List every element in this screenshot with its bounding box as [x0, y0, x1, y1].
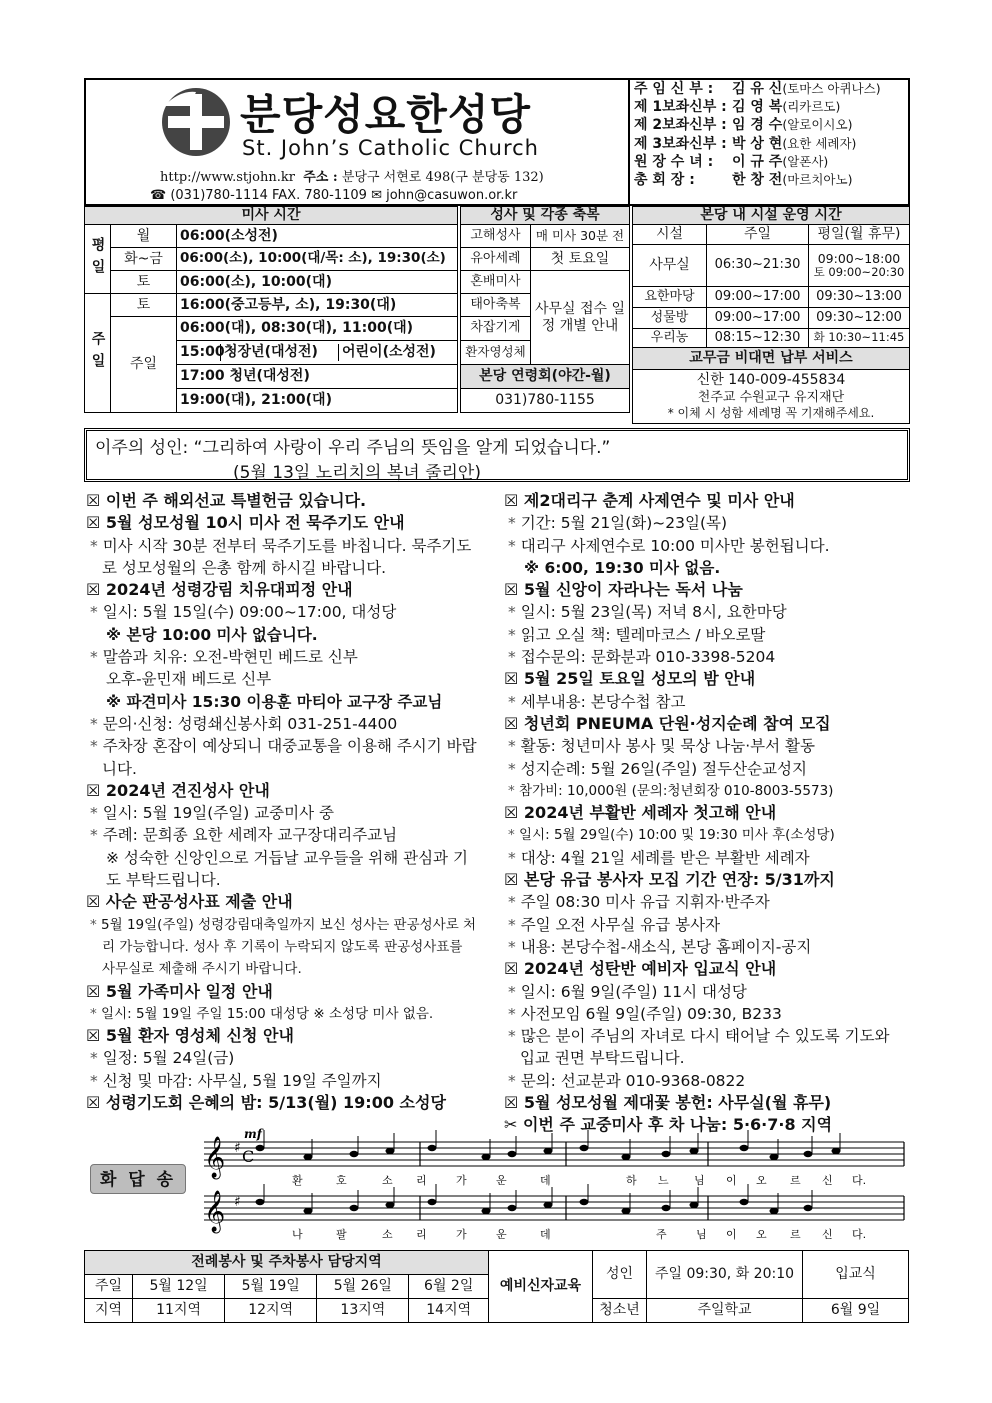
music-note — [482, 1154, 491, 1160]
facility-header: 시설 — [633, 225, 707, 245]
lyric-syllable: 가 — [456, 1174, 467, 1187]
notice-heading: ☒ 청년회 PNEUMA 단원·성지순례 참여 모집 — [504, 713, 908, 735]
lyric-syllable: 리 — [416, 1228, 427, 1240]
sacrament-office-note: 사무실 접수 일정 개별 안내 — [531, 271, 630, 365]
donation-title: 교무금 비대면 납부 서비스 — [633, 348, 910, 370]
duty-date: 5월 12일 — [133, 1275, 225, 1299]
clergy-name: 박 상 현 — [732, 135, 783, 152]
lyric-syllable: 하 — [626, 1174, 637, 1187]
lyric-syllable: 신 — [822, 1174, 833, 1187]
notice-heading: ✂ 이번 주 교중미사 후 차 나눔: 5·6·7·8 지역 — [504, 1115, 833, 1135]
clergy-row — [634, 116, 881, 134]
clergy-name: 임 경 수 — [732, 117, 783, 134]
notice-item: * 주일 08:30 미사 유급 지휘자·반주자 — [504, 891, 908, 913]
notice-heading: ☒ 이번 주 해외선교 특별헌금 있습니다. — [86, 490, 478, 512]
facilities-title: 본당 내 시설 운영 시간 — [633, 207, 910, 225]
notice-heading: ☒ 5월 성모성월 10시 미사 전 묵주기도 안내 — [86, 512, 478, 534]
clergy-role: 제 2보좌신부 : — [634, 117, 727, 134]
bank-owner: 천주교 수원교구 유지재단 — [697, 389, 845, 405]
sunday-label: 주일 — [85, 294, 111, 413]
saint-name: (5월 13일 노리치의 복녀 줄리안) — [233, 463, 481, 483]
sacrament-item: 유아세례 — [461, 248, 531, 271]
clergy-name: 김 유 신 — [732, 81, 783, 97]
notice-item: * 성지순례: 5월 26일(주일) 절두산순교성지 — [504, 758, 908, 780]
header-divider — [628, 78, 630, 206]
facility-sunday: 09:00~17:00 — [707, 308, 809, 329]
music-note — [508, 1151, 517, 1157]
mass-time: 16:00(중고등부, 소), 19:30(대) — [177, 294, 458, 317]
music-note — [690, 1148, 699, 1154]
notice-item: * 문의·신청: 성령쇄신봉사회 031-251-4400 — [86, 713, 478, 735]
facility-sunday: 08:15~12:30 — [707, 329, 809, 348]
music-note — [622, 1208, 631, 1214]
music-note — [580, 1145, 589, 1151]
duty-date: 5월 26일 — [317, 1275, 409, 1299]
key-signature-icon: ♯ — [234, 1140, 241, 1156]
bank-account: 신한 140-009-455834 — [696, 372, 846, 389]
lyric-syllable: 소 — [382, 1174, 393, 1187]
notice-heading: ☒ 5월 신앙이 자라나는 독서 나눔 — [504, 579, 908, 601]
mass-day: 월 — [111, 225, 177, 248]
sacrament-item: 환자영성체 — [461, 341, 531, 365]
facility-header: 주일 — [707, 225, 809, 245]
facility-name: 요한마당 — [633, 287, 707, 308]
facility-sunday: 09:00~17:00 — [707, 287, 809, 308]
music-note — [304, 1208, 313, 1214]
sacrament-item: 혼배미사 — [461, 271, 531, 294]
clergy-saint-name: (토마스 아퀴나스) — [782, 81, 881, 96]
funeral-committee-phone: 031)780-1155 — [461, 389, 630, 413]
notice-item: * 많은 분이 주님의 자녀로 다시 태어날 수 있도록 기도와 입교 권면 부탁드립니다. — [504, 1025, 908, 1070]
sacrament-item: 태아축복 — [461, 294, 531, 317]
lyric-syllable: 환 — [292, 1174, 303, 1187]
church-logo-icon — [160, 86, 232, 158]
address-label: 주소 : — [303, 170, 338, 185]
notice-item: * 일정: 5월 24일(금) — [86, 1047, 478, 1069]
clergy-saint-name: (알로이시오) — [782, 117, 853, 133]
facility-name: 우리농 — [633, 329, 707, 348]
funeral-committee-title: 본당 연령회(야간-월) — [461, 365, 630, 389]
music-note — [740, 1145, 749, 1151]
duty-header: 지역 — [85, 1299, 133, 1323]
lyric-syllable: 르 — [790, 1228, 801, 1240]
notice-heading: ☒ 성령기도회 은혜의 밤: 5/13(월) 19:00 소성당 — [86, 1092, 478, 1114]
saint-quote: 이주의 성인: “그리하여 사랑이 우리 주님의 뜻임을 알게 되었습니다.” — [95, 438, 611, 458]
catechumen-ceremony-date: 6월 9일 — [803, 1299, 909, 1323]
music-note — [386, 1202, 395, 1208]
notice-item: * 내용: 본당수첩-새소식, 본당 홈페이지-공지 — [504, 936, 908, 958]
lyric-syllable: 이 — [726, 1174, 737, 1187]
music-note — [256, 1145, 265, 1151]
lyric-syllable: 운 — [496, 1228, 507, 1240]
psalm-label: 화 답 송 — [90, 1164, 186, 1194]
bank-note: * 이체 시 성함 세례명 꼭 기재해주세요. — [667, 405, 875, 420]
lyric-syllable: 팔 — [336, 1228, 347, 1240]
clergy-role: 주 임 신 부 : — [634, 81, 714, 97]
clergy-row — [634, 80, 881, 98]
facility-name: 성물방 — [633, 308, 707, 329]
contact-line: ☎ (031)780-1114 FAX. 780-1109 ✉ john@casuwon.or.kr — [150, 188, 518, 203]
clergy-role: 총 회 장 : — [634, 172, 695, 189]
notice-heading: ☒ 2024년 견진성사 안내 — [86, 780, 478, 802]
address: 분당구 서현로 498(구 분당동 132) — [341, 170, 544, 185]
mass-time: 06:00(소), 10:00(대/목: 소), 19:30(소) — [177, 248, 458, 271]
notice-item: * 신청 및 마감: 사무실, 5월 19일 주일까지 — [86, 1070, 478, 1092]
catechumen-adult: 성인 — [593, 1251, 647, 1299]
catechumen-adult-time: 주일 09:30, 화 20:10 — [647, 1251, 803, 1299]
lyric-syllable: 데 — [540, 1174, 551, 1187]
mass-time: 06:00(소), 10:00(대) — [177, 271, 458, 294]
music-note — [662, 1151, 671, 1157]
notice-item: * 일시: 5월 23일(목) 저녁 8시, 요한마당 — [504, 601, 908, 623]
music-note — [832, 1148, 841, 1154]
notice-heading: ☒ 5월 가족미사 일정 안내 — [86, 981, 478, 1003]
facility-header: 평일(월 휴무) — [809, 225, 910, 245]
sacrament-time: 첫 토요일 — [531, 248, 630, 271]
facility-weekday: 09:30~13:00 — [809, 287, 910, 308]
clergy-saint-name: (요한 세례자) — [782, 135, 857, 151]
notice-item: * 참가비: 10,000원 (문의:청년회장 010-8003-5573) — [504, 780, 908, 802]
notice-heading: ☒ 5월 25일 토요일 성모의 밤 안내 — [504, 668, 908, 690]
music-note — [544, 1202, 553, 1208]
lyric-syllable: 르 — [790, 1174, 801, 1187]
notices-left — [86, 490, 478, 1114]
clergy-name: 김 영 복 — [732, 99, 783, 116]
website-link[interactable]: http://www.stjohn.kr — [160, 170, 295, 185]
weekday-label: 평일 — [85, 225, 111, 294]
lyric-syllable: 가 — [456, 1228, 467, 1240]
clergy-role: 제 1보좌신부 : — [634, 99, 727, 116]
lyric-syllable: 님 — [696, 1228, 707, 1240]
duty-date: 6월 2일 — [409, 1275, 489, 1299]
lyric-syllable: 오 — [756, 1174, 767, 1187]
lyric-syllable: 리 — [416, 1174, 427, 1187]
notice-note: ※ 본당 10:00 미사 없습니다. — [106, 625, 318, 644]
music-note — [622, 1154, 631, 1160]
clergy-saint-name: (마르치아노) — [782, 172, 853, 188]
music-note — [350, 1205, 359, 1211]
catechumen-ceremony: 입교식 — [803, 1251, 909, 1299]
notice-item: * 일시: 5월 15일(수) 09:00~17:00, 대성당 — [86, 601, 478, 623]
lyric-syllable: 이 — [726, 1228, 737, 1240]
notice-heading: ☒ 사순 판공성사표 제출 안내 — [86, 891, 478, 913]
clergy-row — [634, 135, 881, 153]
sacraments-table — [460, 206, 630, 413]
notice-heading: ☒ 본당 유급 봉사자 모집 기간 연장: 5/31까지 — [504, 869, 908, 891]
mass-day: 화~금 — [111, 248, 177, 271]
notice-item: * 일시: 5월 19일(주일) 교중미사 중 — [86, 802, 478, 824]
notice-note: ※ 6:00, 19:30 미사 없음. — [524, 558, 721, 577]
lyric-syllable: 오 — [756, 1228, 767, 1240]
notice-heading: ☒ 5월 환자 영성체 신청 안내 — [86, 1025, 478, 1047]
facility-saturday: 토 09:00~20:30 — [813, 265, 905, 280]
lyric-syllable: 느 — [658, 1174, 669, 1187]
duty-area: 13지역 — [317, 1299, 409, 1323]
lyric-syllable: 운 — [496, 1174, 507, 1187]
lyric-syllable: 님 — [694, 1174, 705, 1187]
notices-right — [504, 490, 908, 1137]
notice-text: 오후-윤민재 베드로 신부 — [106, 670, 272, 689]
catechumen-youth-time: 주일학교 — [647, 1299, 803, 1323]
music-note — [740, 1199, 749, 1205]
dynamic-mark: mf — [244, 1128, 262, 1141]
clergy-row — [634, 171, 881, 189]
music-note — [662, 1205, 671, 1211]
sacrament-item: 차잡기게 — [461, 317, 531, 341]
music-note — [428, 1199, 437, 1205]
notice-item: * 5월 19일(주일) 성령강림대축일까지 보신 성사는 판공성사로 처리 가능합니다. 성사 후 기록이 누락되지 않도록 판공성사표를 사무실로 제출해 주시기 바랍니다. — [86, 914, 478, 981]
music-note — [508, 1205, 517, 1211]
notice-item: * 문의: 선교분과 010-9368-0822 — [504, 1070, 908, 1092]
notice-item: * 일시: 5월 19일 주일 15:00 대성당 ※ 소성당 미사 없음. — [86, 1003, 478, 1025]
notice-item: * 사전모임 6월 9일(주일) 09:30, B233 — [504, 1003, 908, 1025]
time-signature-icon: C — [242, 1147, 255, 1166]
catechumen-youth: 청소년 — [593, 1299, 647, 1323]
clergy-name: 이 규 주 — [732, 153, 783, 170]
mass-time: 06:00(대), 08:30(대), 11:00(대) — [177, 317, 458, 341]
lyric-syllable: 다. — [852, 1228, 867, 1240]
duty-area: 12지역 — [225, 1299, 317, 1323]
notice-heading: ☒ 5월 성모성월 제대꽃 봉헌: 사무실(월 휴무) — [504, 1092, 908, 1114]
notice-item: * 주차장 혼잡이 예상되니 대중교통을 이용해 주시기 바랍니다. — [86, 735, 478, 780]
duty-area: 14지역 — [409, 1299, 489, 1323]
mass-time: 17:00 청년(대성전) — [177, 365, 458, 389]
notice-text: ※ 성숙한 신앙인으로 거듭날 교우들을 위해 관심과 기도 부탁드립니다. — [106, 848, 468, 890]
notice-item: * 활동: 청년미사 봉사 및 묵상 나눔·부서 활동 — [504, 735, 908, 757]
notice-item: * 일시: 6월 9일(주일) 11시 대성당 — [504, 981, 908, 1003]
mass-day: 토 — [111, 271, 177, 294]
music-note — [350, 1151, 359, 1157]
psalm-sheet-music — [196, 1128, 908, 1240]
music-note — [690, 1202, 699, 1208]
music-note — [804, 1151, 813, 1157]
mass-title: 미사 시간 — [85, 207, 458, 225]
notice-heading: ☒ 제2대리구 춘계 사제연수 및 미사 안내 — [504, 490, 908, 512]
music-note — [428, 1145, 437, 1151]
bottom-tables — [84, 1250, 909, 1323]
notice-item: * 대리구 사제연수로 10:00 미사만 봉헌됩니다. — [504, 535, 908, 557]
duty-date: 5월 19일 — [225, 1275, 317, 1299]
clergy-list — [634, 80, 881, 189]
music-note — [804, 1205, 813, 1211]
lyric-syllable: 데 — [540, 1228, 551, 1240]
notice-item: * 주례: 문희종 요한 세례자 교구장대리주교님 — [86, 824, 478, 846]
clergy-saint-name: (리카르도) — [782, 99, 841, 115]
church-english-name: St. John’s Catholic Church — [242, 136, 539, 160]
music-note — [482, 1208, 491, 1214]
duty-header: 주일 — [85, 1275, 133, 1299]
treble-clef-icon: 𝄞 — [204, 1191, 226, 1232]
sacraments-title: 성사 및 각종 축복 — [461, 207, 630, 225]
lyric-syllable: 나 — [292, 1228, 303, 1240]
music-note — [770, 1154, 779, 1160]
mass-day: 주일 — [111, 317, 177, 413]
catechumen-title: 예비신자교육 — [489, 1251, 593, 1323]
notice-item: * 대상: 4월 21일 세례를 받은 부활반 세례자 — [504, 847, 908, 869]
lyric-syllable: 소 — [382, 1228, 393, 1240]
music-note — [770, 1208, 779, 1214]
notice-item: * 접수문의: 문화분과 010-3398-5204 — [504, 646, 908, 668]
mass-time: 청장년(대성전) — [221, 344, 339, 360]
treble-clef-icon: 𝄞 — [204, 1137, 226, 1178]
facility-name: 사무실 — [633, 245, 707, 287]
music-note — [580, 1199, 589, 1205]
clergy-role: 원 장 수 녀 : — [634, 153, 714, 170]
music-note — [256, 1199, 265, 1205]
mass-day: 토 — [111, 294, 177, 317]
notice-item: * 말씀과 치유: 오전-박현민 베드로 신부 — [86, 646, 478, 668]
notice-item: * 기간: 5월 21일(화)~23일(목) — [504, 512, 908, 534]
music-note — [544, 1148, 553, 1154]
lyric-syllable: 다. — [852, 1174, 867, 1187]
facility-weekday: 09:30~12:00 — [809, 308, 910, 329]
clergy-row — [634, 98, 881, 116]
facility-weekday: 09:00~18:00 — [817, 251, 901, 267]
duty-area: 11지역 — [133, 1299, 225, 1323]
mass-time: 06:00(소성전) — [177, 225, 458, 248]
notice-item: * 일시: 5월 29일(수) 10:00 및 19:30 미사 후(소성당) — [504, 824, 908, 846]
duty-title: 전례봉사 및 주차봉사 담당지역 — [85, 1251, 489, 1275]
notice-item: * 미사 시작 30분 전부터 묵주기도를 바칩니다. 묵주기도로 성모성월의 은총 함께 하시길 바랍니다. — [86, 535, 478, 580]
sacrament-time: 매 미사 30분 전 — [531, 225, 630, 248]
sacrament-item: 고해성사 — [461, 225, 531, 248]
facility-weekday: 화 10:30~11:45 — [809, 329, 910, 348]
music-note — [304, 1154, 313, 1160]
music-note — [386, 1148, 395, 1154]
church-name: 분당성요한성당 — [240, 90, 532, 139]
notice-heading: ☒ 2024년 부활반 세례자 첫고해 안내 — [504, 802, 908, 824]
lyric-syllable: 주 — [656, 1228, 667, 1240]
facility-sunday: 06:30~21:30 — [707, 245, 809, 287]
key-signature-icon: ♯ — [234, 1194, 241, 1210]
saint-of-week — [84, 428, 910, 482]
notice-item: * 세부내용: 본당수첩 참고 — [504, 691, 908, 713]
clergy-row — [634, 153, 881, 171]
lyric-syllable: 신 — [822, 1228, 833, 1240]
clergy-name: 한 창 전 — [732, 172, 783, 189]
mass-time: 19:00(대), 21:00(대) — [177, 389, 458, 413]
mass-times-table — [84, 206, 458, 413]
notice-item: * 읽고 오실 책: 텔레마코스 / 바오로딸 — [504, 624, 908, 646]
clergy-saint-name: (알폰사) — [782, 153, 829, 169]
notice-heading: ☒ 2024년 성령강림 치유대피정 안내 — [86, 579, 478, 601]
notice-heading: ☒ 2024년 성탄반 예비자 입교식 안내 — [504, 958, 908, 980]
facilities-table — [632, 206, 910, 424]
mass-time: 15:00 — [177, 344, 221, 360]
clergy-role: 제 3보좌신부 : — [634, 135, 727, 152]
lyric-syllable: 호 — [336, 1174, 347, 1187]
notice-note: ※ 파견미사 15:30 이용훈 마티아 교구장 주교님 — [106, 692, 443, 711]
notice-item: * 주일 오전 사무실 유급 봉사자 — [504, 914, 908, 936]
mass-time: 어린이(소성전) — [342, 344, 436, 361]
